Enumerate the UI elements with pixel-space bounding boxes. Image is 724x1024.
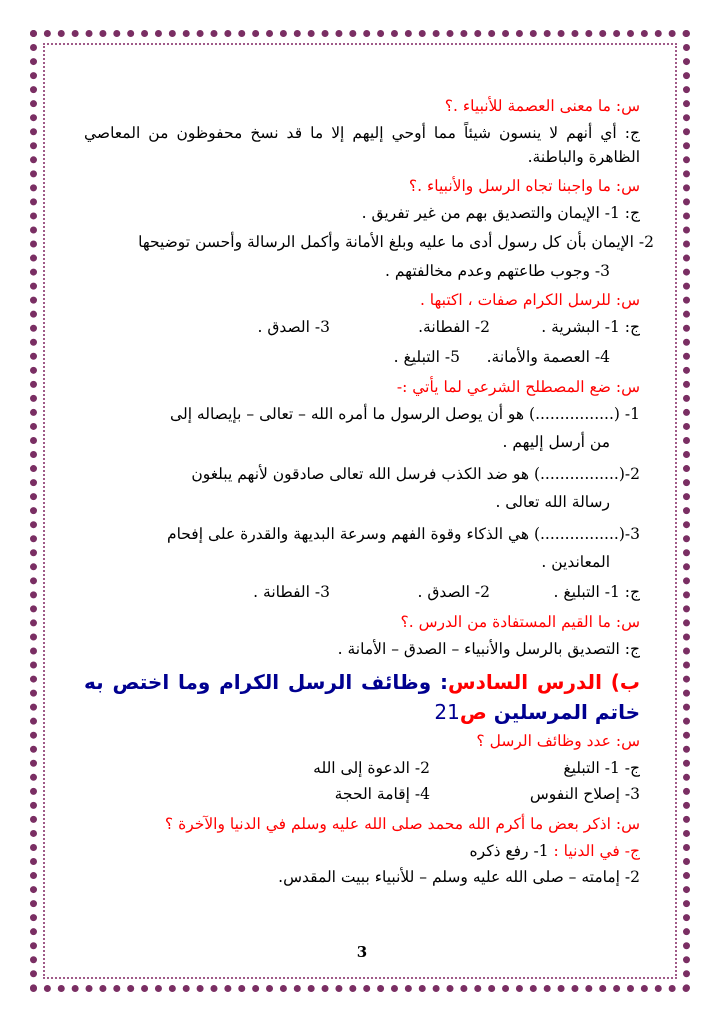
lesson-heading (84, 667, 640, 727)
lesson-page-prefix: ص (459, 700, 487, 724)
question-attributes: س: للرسل الكرام صفات ، اكتبها . (419, 291, 640, 309)
term-1-cont: من أرسل إليهم . (502, 433, 610, 451)
attribute-item: 4- العصمة والأمانة. (486, 348, 610, 366)
term-1: 1- (................) هو أن يوصل الرسول ما أمره الله – تعالى – بإيصاله إلى (170, 405, 640, 423)
answer-values: ج: التصديق بالرسل والأنبياء – الصدق – الأمانة . (337, 640, 640, 658)
attribute-item: 5- التبليغ . (393, 348, 460, 366)
term-3-cont: المعاندين . (541, 553, 610, 571)
page-number: 3 (356, 943, 368, 961)
function-item: 3- إصلاح النفوس (529, 785, 640, 803)
lesson-page-number: 21 (434, 700, 460, 724)
function-item: 2- الدعوة إلى الله (313, 759, 430, 777)
attribute-item: 3- الصدق . (257, 318, 330, 336)
terms-answer-item: 2- الصدق . (417, 583, 490, 601)
question-terms: س: ضع المصطلح الشرعي لما يأتي :- (396, 378, 640, 396)
answer-honors-2: 2- إمامته – صلى الله عليه وسلم – للأنبياء ببيت المقدس. (278, 868, 640, 886)
question-honors: س: اذكر بعض ما أكرم الله محمد صلى الله عليه وسلم في الدنيا والآخرة ؟ (164, 815, 640, 833)
lesson-separator: : (439, 670, 448, 694)
functions-row-2 (84, 782, 640, 806)
function-item: ج- 1- التبليغ (563, 759, 640, 777)
question-duty: س: ما واجبنا تجاه الرسل والأنبياء .؟ (408, 177, 640, 195)
answer-honors-1 (84, 839, 640, 863)
lesson-title: وظائف الرسل الكرام وما اختص به خاتم المرسلين (84, 670, 640, 724)
attribute-item: 2- الفطانة. (418, 318, 490, 336)
attributes-row-2 (84, 345, 640, 369)
lesson-label: الدرس السادس (447, 670, 602, 694)
answer-duty-1: ج: 1- الإيمان والتصديق بهم من غير تفريق . (361, 204, 640, 222)
answer-honors-item-1: 1- رفع ذكره (469, 842, 549, 860)
functions-row-1 (84, 756, 640, 780)
terms-answer-item: ج: 1- التبليغ . (553, 583, 640, 601)
document-body (84, 92, 654, 894)
answer-honors-prefix: ج- في الدنيا : (553, 842, 640, 860)
answer-ismah: ج: أي أنهم لا ينسون شيئاً مما أوحي إليهم إلا ما قد نسخ محفوظون من المعاصي الظاهرة والباطنة. (84, 124, 640, 166)
term-3: 3-(................) هي الذكاء وقوة الفهم وسرعة البديهة والقدرة على إفحام (166, 525, 640, 543)
terms-answer-item: 3- الفطانة . (253, 583, 330, 601)
question-functions: س: عدد وظائف الرسل ؟ (476, 732, 640, 750)
terms-answer-row (84, 580, 640, 604)
attribute-item: ج: 1- البشرية . (541, 318, 640, 336)
answer-duty-2: 2- الإيمان بأن كل رسول أدى ما عليه وبلغ الأمانة وأكمل الرسالة وأحسن توضيحها (138, 233, 654, 251)
answer-duty-3: 3- وجوب طاعتهم وعدم مخالفتهم . (385, 262, 610, 280)
lesson-letter: ب) (610, 670, 640, 694)
term-2-cont: رسالة الله تعالى . (495, 493, 610, 511)
term-2: 2-(................) هو ضد الكذب فرسل الله تعالى صادقون لأنهم يبلغون (191, 465, 640, 483)
attributes-row-1 (84, 315, 640, 339)
function-item: 4- إقامة الحجة (334, 785, 430, 803)
question-values: س: ما القيم المستفادة من الدرس .؟ (400, 613, 640, 631)
question-ismah: س: ما معنى العصمة للأنبياء .؟ (444, 97, 640, 115)
